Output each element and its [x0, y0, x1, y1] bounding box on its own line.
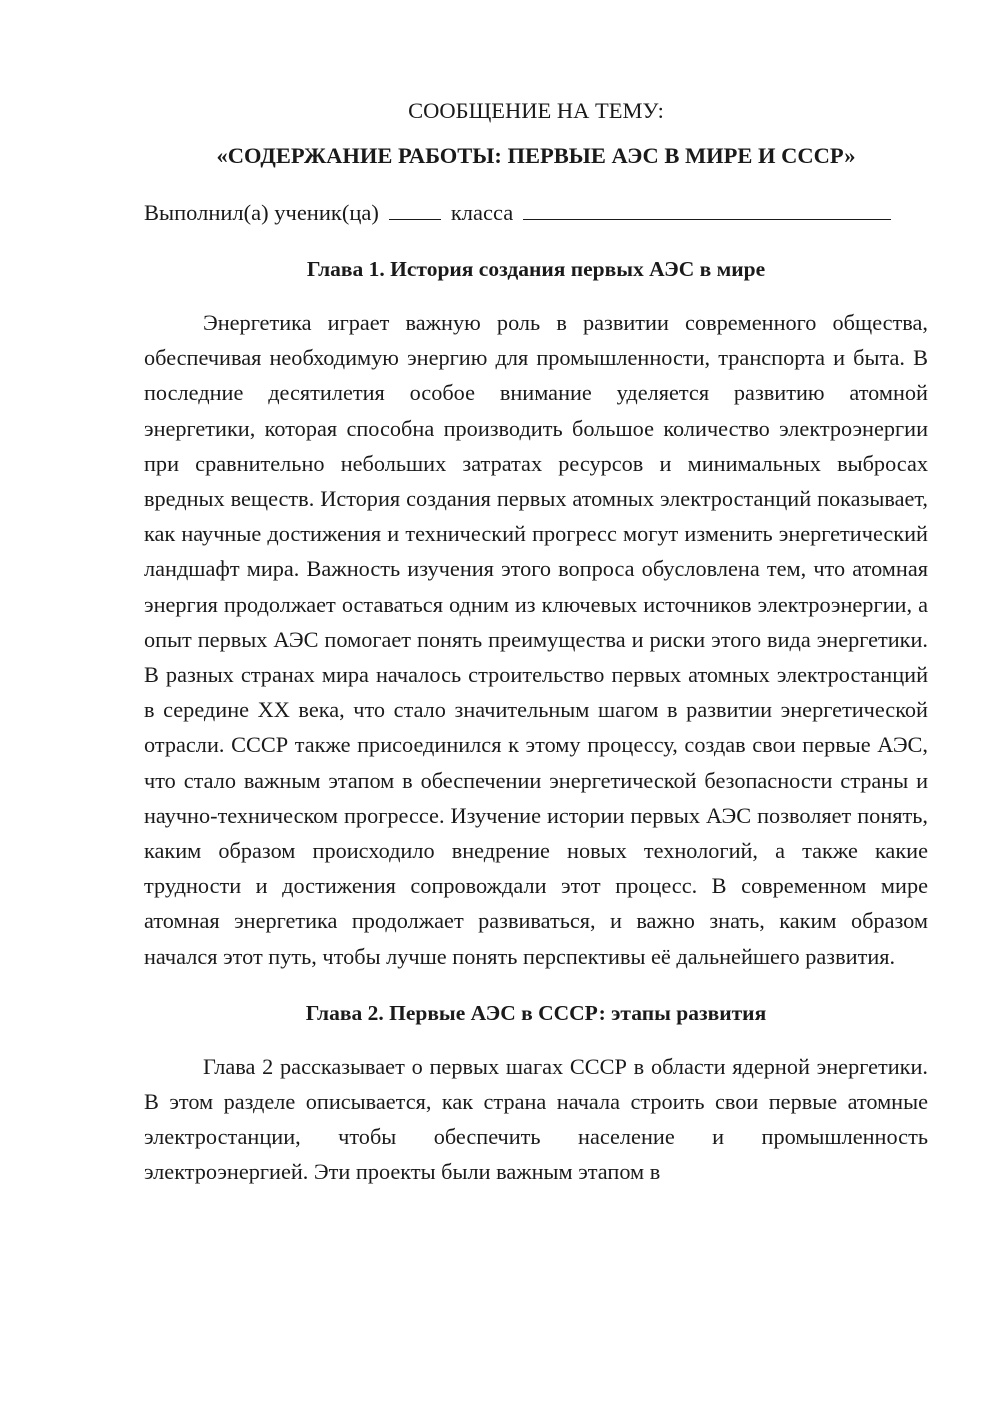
class-number-blank	[389, 197, 441, 220]
chapter-1-title: Глава 1. История создания первых АЭС в мире	[306, 257, 766, 281]
document-heading-top: СООБЩЕНИЕ НА ТЕМУ:	[408, 98, 664, 123]
document-title: «СОДЕРЖАНИЕ РАБОТЫ: ПЕРВЫЕ АЭС В МИРЕ И СССР»	[216, 143, 856, 168]
chapter-1-paragraph: Энергетика играет важную роль в развитии современного общества, обеспечивая необходимую энергию для промышленности, транспорта и быта. В последние десятилетия особое внимание уделяется развитию атомной энергетики, которая способна производить большое количество электроэнергии при сравнительно небольших затратах ресурсов и минимальных выбросах вредных веществ. История создания первых атомных электростанций показывает, как научные достижения и технический прогресс могут изменить энергетический ландшафт мира. Важность изучения этого вопроса обусловлена тем, что атомная энергия продолжает оставаться одним из ключевых источников электроэнергии, а опыт первых АЭС помогает понять преимущества и риски этого вида энергетики. В разных странах мира началось строительство первых атомных электростанций в середине XX века, что стало значительным шагом в развитии энергетической отрасли. СССР также присоединился к этому процессу, создав свои первые АЭС, что стало важным этапом в обеспечении энергетической безопасности страны и научно-техническом прогрессе. Изучение истории первых АЭС позволяет понять, каким образом происходило внедрение новых технологий, а также какие трудности и достижения сопровождали этот процесс. В современном мире атомная энергетика продолжает развиваться, и важно знать, каким образом начался этот путь, чтобы лучше понять перспективы её дальнейшего развития.	[144, 310, 928, 969]
document-page	[144, 96, 928, 1190]
signature-class-label: класса	[450, 200, 514, 225]
chapter-2-paragraph: Глава 2 рассказывает о первых шагах СССР в области ядерной энергетики. В этом разделе описывается, как страна начала строить свои первые атомные электростанции, чтобы обеспечить население и промышленность электроэнергией. Эти проекты были важным этапом в	[144, 1053, 928, 1185]
chapter-2-title: Глава 2. Первые АЭС в СССР: этапы развития	[305, 1000, 767, 1025]
signature-line	[144, 197, 928, 228]
student-name-blank	[523, 197, 891, 220]
signature-prefix: Выполнил(а) ученик(ца)	[144, 200, 379, 225]
